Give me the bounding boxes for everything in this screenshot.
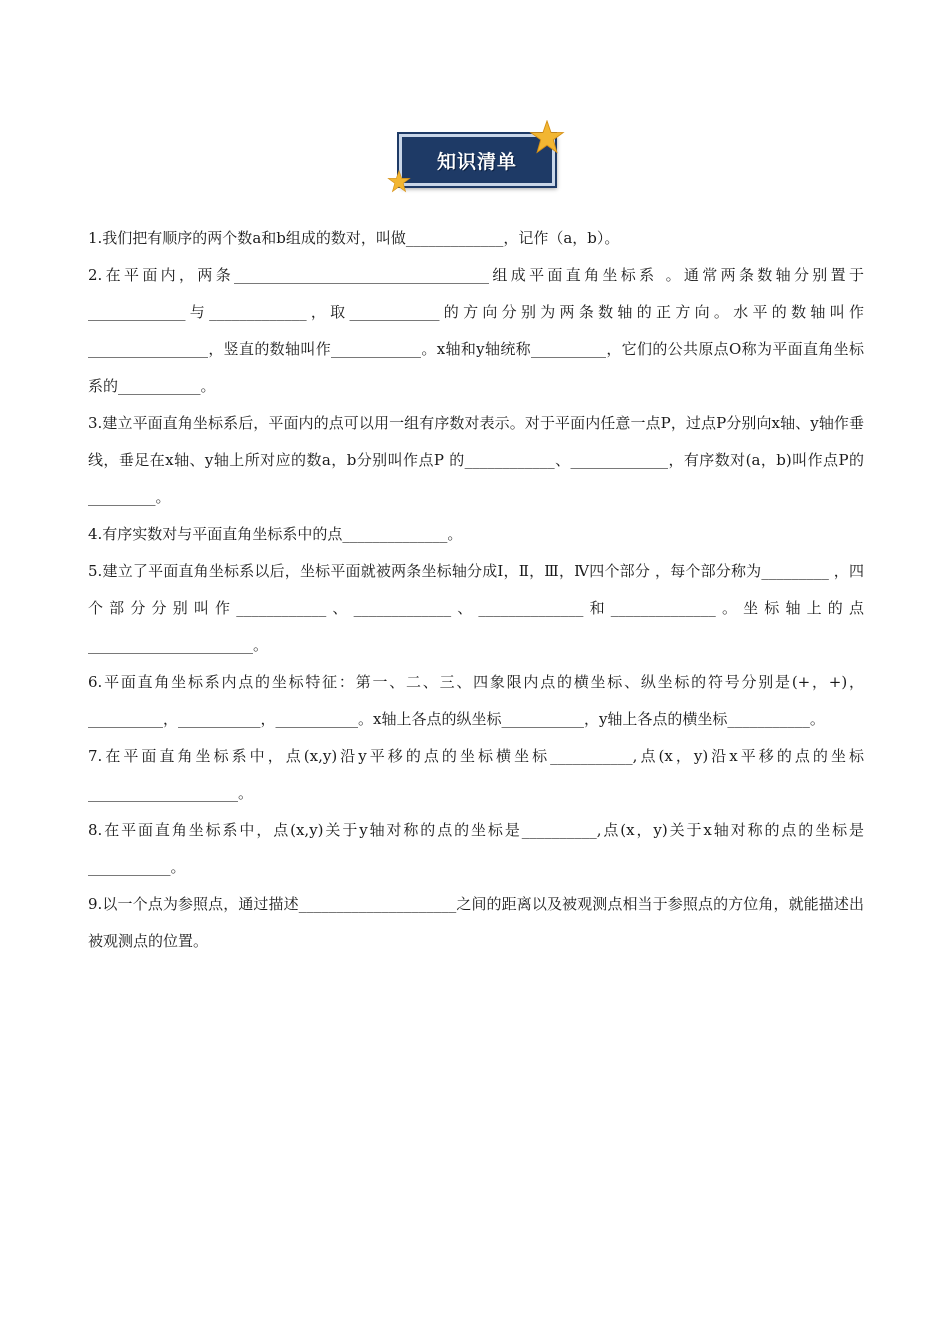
- star-icon: [529, 120, 565, 156]
- star-icon: [387, 170, 411, 194]
- list-item: 2.在平面内，两条__________________________________组成平面直角坐标系 。通常两条数轴分别置于_____________与_____________，取____________的方向分别为两条数轴的正方向。水平的数轴叫作________________，竖直的数轴叫作____________。x轴和y轴统称__________，它们的公共原点O称为平面直角坐标系的___________。: [88, 266, 864, 395]
- list-item: 9.以一个点为参照点，通过描述_____________________之间的距离以及被观测点相当于参照点的方位角，就能描述出被观测点的位置。: [88, 895, 864, 950]
- list-item: 7.在平面直角坐标系中，点(x,y)沿y平移的点的坐标横坐标___________,点(x，y)沿x平移的点的坐标____________________。: [88, 747, 864, 802]
- list-item: 1.我们把有顺序的两个数a和b组成的数对，叫做_____________，记作（a，b）。: [88, 229, 620, 247]
- list-item: 3.建立平面直角坐标系后，平面内的点可以用一组有序数对表示。对于平面内任意一点P，过点P分别向x轴、y轴作垂线，垂足在x轴、y轴上所对应的数a，b分别叫作点P 的____________、_____________，有序数对(a，b)叫作点P的_________。: [88, 414, 864, 506]
- knowledge-list: [88, 220, 864, 960]
- list-item: 6.平面直角坐标系内点的坐标特征：第一、二、三、四象限内点的横坐标、纵坐标的符号分别是(+，+)，__________，___________，___________。x轴上各点的纵坐标___________，y轴上各点的横坐标___________。: [88, 673, 864, 728]
- section-title: 知识清单: [436, 150, 517, 173]
- list-item: 4.有序实数对与平面直角坐标系中的点______________。: [88, 525, 463, 543]
- list-item: 5.建立了平面直角坐标系以后，坐标平面就被两条坐标轴分成Ⅰ，Ⅱ，Ⅲ，Ⅳ四个部分 ，每个部分称为_________ ，四个部分分别叫作____________、_____________、______________和______________。坐标轴上的点______________________。: [88, 562, 864, 654]
- section-banner: [393, 126, 563, 196]
- list-item: 8.在平面直角坐标系中，点(x,y)关于y轴对称的点的坐标是__________,点(x，y)关于x轴对称的点的坐标是___________。: [88, 821, 864, 876]
